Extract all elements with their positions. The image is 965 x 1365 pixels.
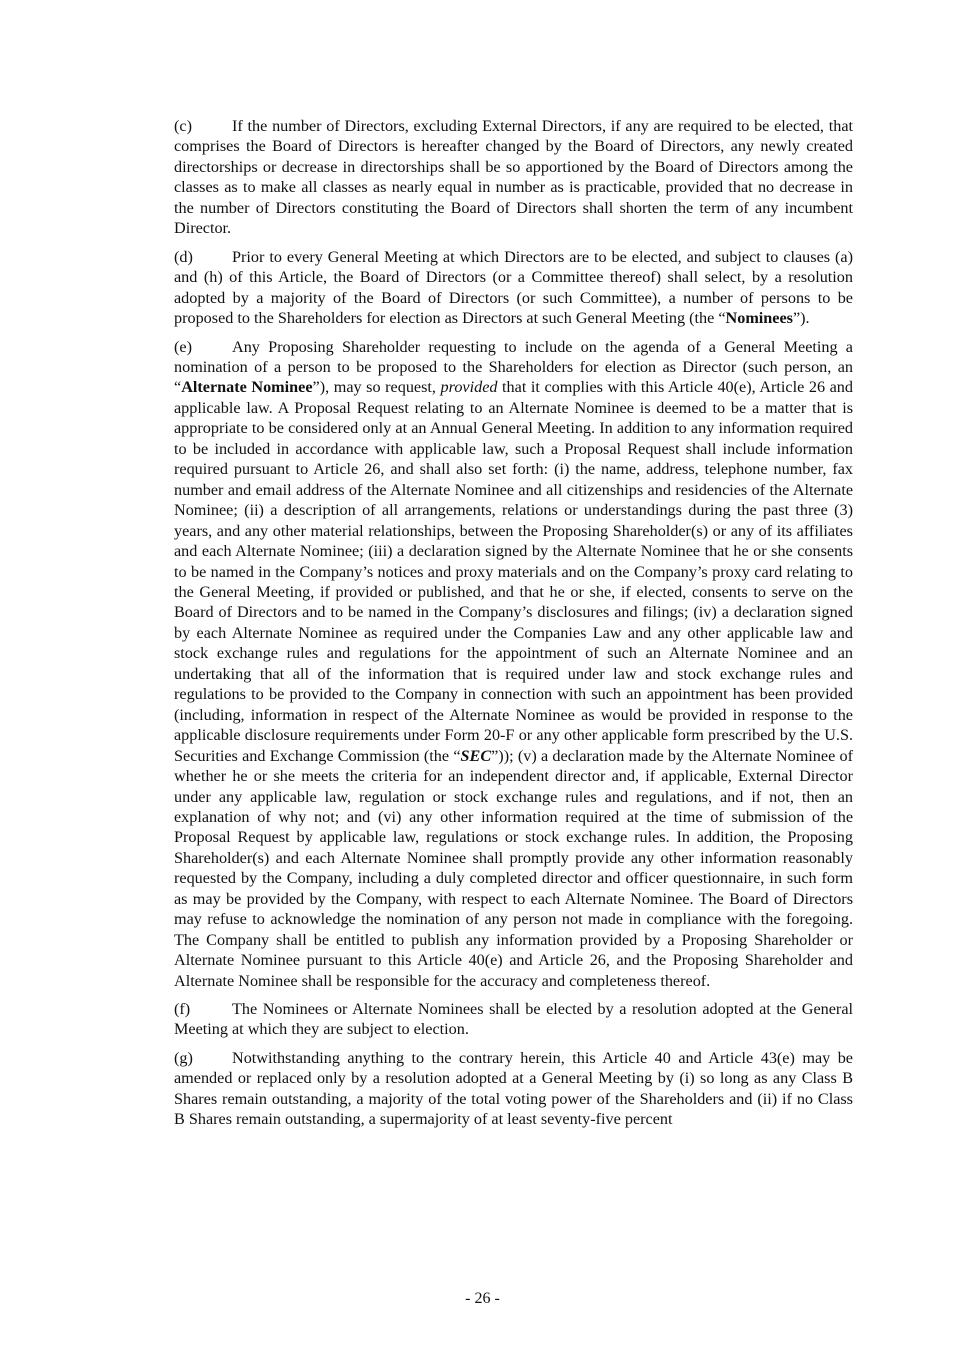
defined-term-alternate-nominee: Alternate Nominee	[181, 378, 313, 397]
clause-text: ”), may so request,	[312, 378, 441, 397]
clause-label: (d)	[174, 247, 193, 266]
clause-d	[174, 247, 853, 329]
document-body	[174, 116, 853, 1138]
clause-text: ”)); (v) a declaration made by the Alternate Nominee of whether he or she meets the criteria for an independent director and, if applicable, External Director under any applicable law, regulation or stock exchange rules and regulations, and if not, then an explanation of why not; and (vi) any other information required at the time of submission of the Proposal Request by applicable law, regulations or stock exchange rules. In addition, the Proposing Shareholder(s) and each Alternate Nominee shall promptly provide any other information reasonably requested by the Company, including a duly completed director and officer questionnaire, in such form as may be provided by the Company, with respect to each Alternate Nominee. The Board of Directors may refuse to acknowledge the nomination of any person not made in compliance with the foregoing. The Company shall be entitled to publish any information provided by a Proposing Shareholder or Alternate Nominee pursuant to this Article 40(e) and Article 26, and the Proposing Shareholder and Alternate Nominee shall be responsible for the accuracy and completeness thereof.	[174, 746, 854, 990]
clause-label: (e)	[174, 337, 192, 356]
defined-term-nominees: Nominees	[725, 309, 793, 328]
clause-e	[174, 337, 853, 992]
clause-label: (c)	[174, 117, 192, 135]
clause-text: that it complies with this Article 40(e), Article 26 and applicable law. A Proposal Request relating to an Alternate Nominee is deemed to be a matter that is appropriate to be considered only at an Annual General Meeting. In addition to any information required to be included in accordance with applicable law, such a Proposal Request shall include information required pursuant to Article 26, and shall also set forth: (i) the name, address, telephone number, fax number and email address of the Alternate Nominee and all citizenships and residencies of the Alternate Nominee; (ii) a description of all arrangements, relations or understandings during the past three (3) years, and any other material relationships, between the Proposing Shareholder(s) or any of its affiliates and each Alternate Nominee; (iii) a declaration signed by the Alternate Nominee that he or she consents to be named in the Company’s notices and proxy materials and on the Company’s proxy card relating to the General Meeting, if provided or published, and that he or she, if elected, consents to serve on the Board of Directors and to be named in the Company’s disclosures and filings; (iv) a declaration signed by each Alternate Nominee as required under the Companies Law and any other applicable law and stock exchange rules and regulations for the appointment of such an Alternate Nominee and an undertaking that all of the information that is required under law and stock exchange rules and regulations to be provided to the Company in connection with such an appointment has been provided (including, information in respect of the Alternate Nominee as would be provided in response to the applicable disclosure requirements under Form 20-F or any other applicable form prescribed by the U.S. Securities and Exchange Commission (the “	[174, 378, 853, 765]
clause-label: (f)	[174, 1000, 191, 1019]
clause-g	[174, 1048, 853, 1130]
clause-text: If the number of Directors, excluding External Directors, if any are required to be elected, that comprises the Board of Directors is hereafter changed by the Board of Directors, any newly created directorships or decrease in directorships shall be so apportioned by the Board of Directors among the classes as to make all classes as nearly equal in number as is practicable, provided that no decrease in the number of Directors constituting the Board of Directors shall shorten the term of any incumbent Director.	[174, 117, 853, 238]
clause-text: Notwithstanding anything to the contrary herein, this Article 40 and Article 43(e) may be amended or replaced only by a resolution adopted at a General Meeting by (i) so long as any Class B Shares remain outstanding, a majority of the total voting power of the Shareholders and (ii) if no Class B Shares remain outstanding, a supermajority of at least seventy-five percent	[174, 1048, 853, 1129]
clause-text: Any Proposing Shareholder requesting to include on the agenda of a General Meeting a nomination of a person to be proposed to the Shareholders for election as Director (such person, an “	[174, 337, 853, 397]
clause-label: (g)	[174, 1048, 193, 1067]
defined-term-sec: SEC	[460, 746, 492, 765]
clause-text: Prior to every General Meeting at which Directors are to be elected, and subject to clauses (a) and (h) of this Article, the Board of Directors (or a Committee thereof) shall select, by a resolution adopted by a majority of the Board of Directors (or such Committee), a number of persons to be proposed to the Shareholders for election as Directors at such General Meeting (the “	[174, 247, 853, 328]
clause-text: The Nominees or Alternate Nominees shall be elected by a resolution adopted at the General Meeting at which they are subject to election.	[174, 1000, 853, 1039]
clause-text-end: ”).	[792, 309, 810, 328]
clause-f	[174, 999, 853, 1040]
clause-c	[174, 116, 853, 239]
italic-provided: provided	[440, 378, 498, 397]
page-number: - 26 -	[465, 1290, 500, 1307]
